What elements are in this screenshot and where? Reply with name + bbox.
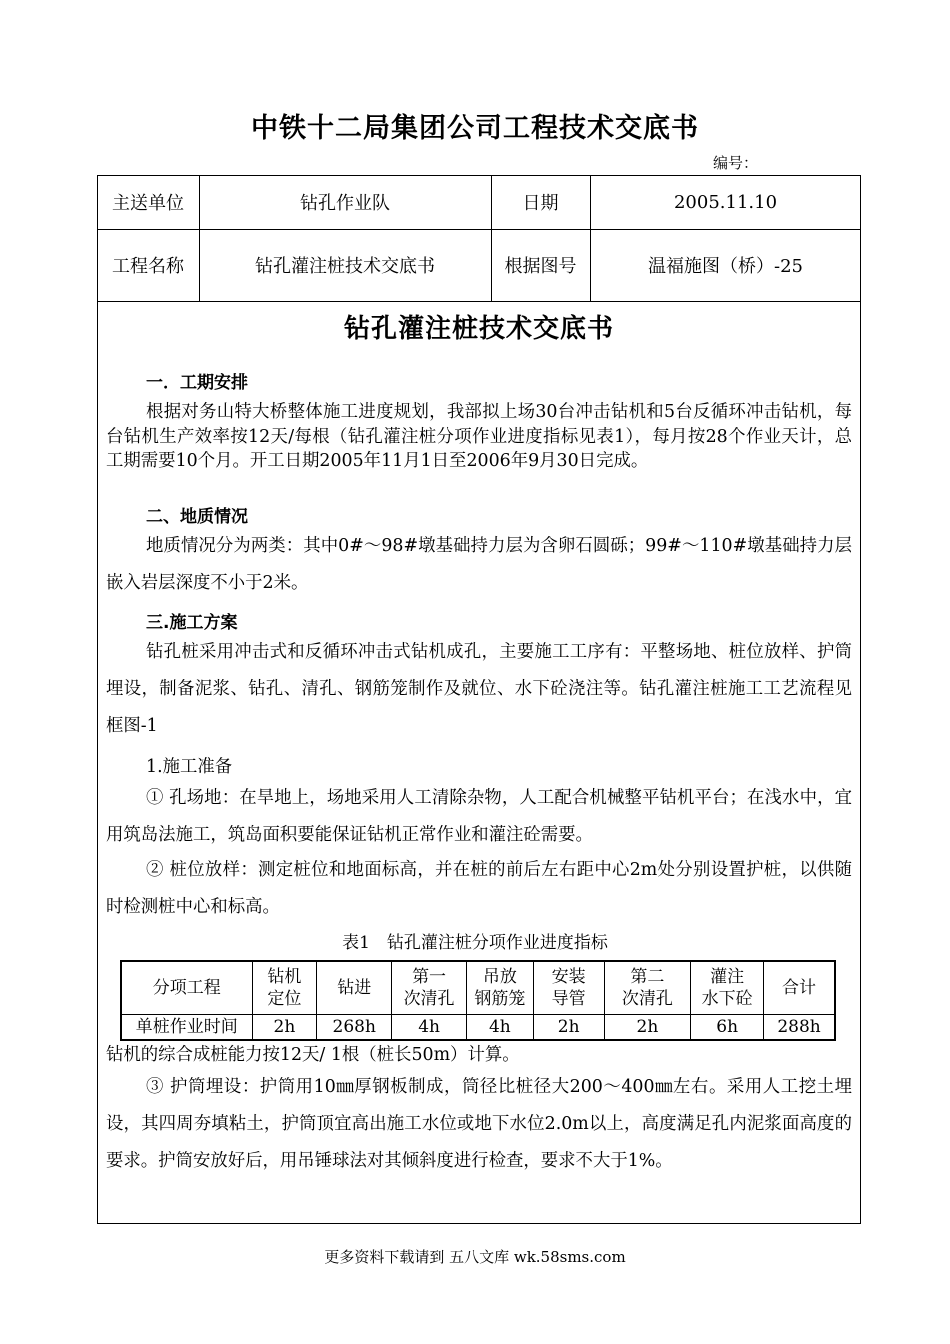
progress-table [120, 960, 836, 1041]
table-cell: 288h [764, 1015, 835, 1041]
section-heading-geology: 二、地质情况 [146, 507, 248, 527]
drawing-number-value: 温福施图（桥）-25 [648, 256, 803, 277]
table-header-cell: 合计 [764, 961, 835, 1015]
table-cell: 268h [317, 1015, 392, 1041]
geology-paragraph: 地质情况分为两类：其中0#～98#墩基础持力层为含卵石圆砾；99#～110#墩基础持力层嵌入岩层深度不小于2米。 [106, 536, 852, 593]
table-header-cell: 钻机 定位 [252, 961, 317, 1015]
table-header-cell: 灌注 水下砼 [691, 961, 764, 1015]
project-name-label: 工程名称 [112, 256, 184, 277]
table-cell: 单桩作业时间 [121, 1015, 252, 1041]
table-caption: 表1 钻孔灌注桩分项作业进度指标 [342, 933, 608, 953]
date-label: 日期 [522, 193, 559, 214]
subsection-preparation: 1.施工准备 [146, 757, 233, 777]
table-row [121, 1015, 835, 1041]
table-cell: 6h [691, 1015, 764, 1041]
item-site-preparation: ① 孔场地：在旱地上，场地采用人工清除杂物，人工配合机械整平钻机平台；在浅水中，宜用筑岛法施工，筑岛面积要能保证钻机正常作业和灌注砼需要。 [106, 788, 852, 845]
recipient-label: 主送单位 [112, 193, 184, 214]
table-cell: 2h [604, 1015, 691, 1041]
header-bottom-border [97, 301, 861, 302]
table-cell: 2h [252, 1015, 317, 1041]
table-header-cell: 第二 次清孔 [604, 961, 691, 1015]
section-heading-schedule: 一．工期安排 [146, 373, 248, 393]
table-header-cell: 分项工程 [121, 961, 252, 1015]
project-name-value: 钻孔灌注桩技术交底书 [255, 256, 435, 277]
item-casing-installation: ③ 护筒埋设：护筒用10㎜厚钢板制成，筒径比桩径大200～400㎜左右。采用人工挖土埋设，其四周夯填粘土，护筒顶宜高出施工水位或地下水位2.0m以上，高度满足孔内泥浆面高度的要求。护筒安放好后，用吊锤球法对其倾斜度进行检查，要求不大于1%。 [106, 1077, 852, 1171]
section-main-title: 钻孔灌注桩技术交底书 [343, 314, 614, 344]
serial-number-label: 编号： [713, 154, 759, 172]
table-note-paragraph: 钻机的综合成桩能力按12天/ 1根（桩长50m）计算。 [106, 1045, 520, 1065]
table-header-row [121, 961, 835, 1015]
table-cell: 4h [466, 1015, 533, 1041]
table-cell: 4h [392, 1015, 467, 1041]
schedule-paragraph: 根据对务山特大桥整体施工进度规划，我部拟上场30台冲击钻机和5台反循环冲击钻机，每台钻机生产效率按12天/每根（钻孔灌注桩分项作业进度指标见表1），每月按28个作业天计，总工期需要10个月。开工日期2005年11月1日至2006年9月30日完成。 [106, 402, 852, 472]
item-pile-layout: ② 桩位放样：测定桩位和地面标高，并在桩的前后左右距中心2m处分别设置护桩，以供随时检测桩中心和标高。 [106, 860, 852, 917]
table-header-cell: 钻进 [317, 961, 392, 1015]
table-cell: 2h [533, 1015, 604, 1041]
table-header-cell: 安装 导管 [533, 961, 604, 1015]
construction-plan-paragraph: 钻孔桩采用冲击式和反循环冲击式钻机成孔，主要施工工序有：平整场地、桩位放样、护筒埋设，制备泥浆、钻孔、清孔、钢筋笼制作及就位、水下砼浇注等。钻孔灌注桩施工工艺流程见框图-1 [106, 642, 852, 736]
drawing-number-label: 根据图号 [504, 256, 577, 277]
table-header-cell: 第一 次清孔 [392, 961, 467, 1015]
date-value: 2005.11.10 [673, 191, 778, 213]
document-title: 中铁十二局集团公司工程技术交底书 [251, 113, 699, 144]
recipient-value: 钻孔作业队 [300, 193, 390, 214]
table-header-cell: 吊放 钢筋笼 [466, 961, 533, 1015]
section-heading-construction-plan: 三.施工方案 [146, 613, 238, 633]
footer-text: 更多资料下载请到 五八文库 wk.58sms.com [324, 1248, 626, 1266]
